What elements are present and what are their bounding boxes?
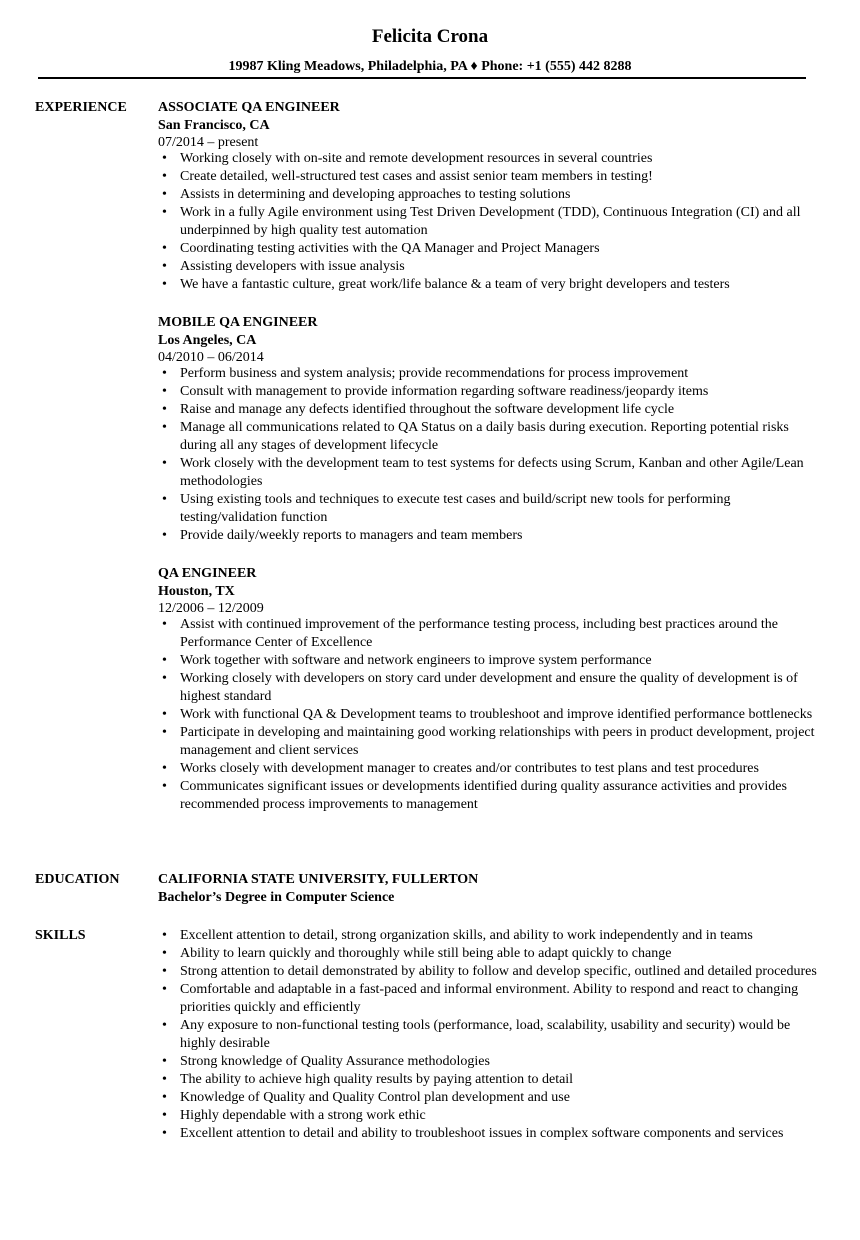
list-item: • Knowledge of Quality and Quality Control plan development and use (158, 1089, 818, 1107)
list-item: • Perform business and system analysis; provide recommendations for process improvement (158, 365, 818, 383)
job-entry (158, 99, 818, 294)
job-entry (158, 314, 818, 545)
list-item: • Works closely with development manager to creates and/or contributes to test plans and test procedures (158, 760, 818, 778)
job-location: Los Angeles, CA (158, 333, 257, 348)
list-item: • Excellent attention to detail and ability to troubleshoot issues in complex software components and services (158, 1125, 818, 1143)
list-item: • We have a fantastic culture, great work/life balance & a team of very bright developers and testers (158, 276, 818, 294)
list-item: • Consult with management to provide information regarding software readiness/jeopardy items (158, 383, 818, 401)
job-bullets (158, 616, 818, 814)
job-title: MOBILE QA ENGINEER (158, 315, 318, 330)
list-item: • Comfortable and adaptable in a fast-paced and informal environment. Ability to respond and react to changing priorities quickly and efficiently (158, 981, 818, 1017)
skills-list-wrap (158, 927, 818, 1143)
list-item: • Coordinating testing activities with the QA Manager and Project Managers (158, 240, 818, 258)
list-item: • Ability to learn quickly and thoroughly while still being able to adapt quickly to change (158, 945, 818, 963)
list-item: • Working closely with developers on story card under development and ensure the quality of development is of highest standard (158, 670, 818, 706)
list-item: • Work closely with the development team to test systems for defects using Scrum, Kanban and other Agile/Lean methodologies (158, 455, 818, 491)
list-item: • Communicates significant issues or developments identified during quality assurance activities and provides recommended process improvements to management (158, 778, 818, 814)
experience-list (158, 99, 818, 834)
degree-name: Bachelor’s Degree in Computer Science (158, 890, 395, 905)
job-location: Houston, TX (158, 584, 235, 599)
list-item: • The ability to achieve high quality results by paying attention to detail (158, 1071, 818, 1089)
job-dates: 07/2014 – present (158, 135, 259, 150)
skills-heading: SKILLS (35, 928, 86, 943)
list-item: • Any exposure to non-functional testing tools (performance, load, scalability, usability and security) would be highly desirable (158, 1017, 818, 1053)
list-item: • Work together with software and network engineers to improve system performance (158, 652, 818, 670)
job-title: QA ENGINEER (158, 566, 257, 581)
experience-heading: EXPERIENCE (35, 100, 127, 115)
job-bullets (158, 150, 818, 294)
list-item: • Participate in developing and maintaining good working relationships with peers in product development, project management and client services (158, 724, 818, 760)
candidate-name: Felicita Crona (371, 26, 489, 47)
list-item: • Using existing tools and techniques to execute test cases and build/script new tools for performing testing/validation function (158, 491, 818, 527)
list-item: • Strong attention to detail demonstrated by ability to follow and develop specific, outlined and detailed procedures (158, 963, 818, 981)
list-item: • Work in a fully Agile environment using Test Driven Development (TDD), Continuous Integration (CI) and all underpinned by high quality test automation (158, 204, 818, 240)
list-item: • Highly dependable with a strong work ethic (158, 1107, 818, 1125)
job-dates: 12/2006 – 12/2009 (158, 601, 264, 616)
list-item: • Manage all communications related to QA Status on a daily basis during execution. Reporting potential risks during all any stages of development lifecycle (158, 419, 818, 455)
education-entry (158, 871, 818, 907)
list-item: • Provide daily/weekly reports to managers and team members (158, 527, 818, 545)
list-item: • Working closely with on-site and remote development resources in several countries (158, 150, 818, 168)
list-item: • Assisting developers with issue analysis (158, 258, 818, 276)
list-item: • Create detailed, well-structured test cases and assist senior team members in testing! (158, 168, 818, 186)
list-item: • Strong knowledge of Quality Assurance methodologies (158, 1053, 818, 1071)
job-title: ASSOCIATE QA ENGINEER (158, 100, 340, 115)
list-item: • Assists in determining and developing approaches to testing solutions (158, 186, 818, 204)
contact-line: 19987 Kling Meadows, Philadelphia, PA ♦ Phone: +1 (555) 442 8288 (228, 59, 632, 74)
job-location: San Francisco, CA (158, 118, 270, 133)
list-item: • Work with functional QA & Development teams to troubleshoot and improve identified performance bottlenecks (158, 706, 818, 724)
header-divider (38, 77, 806, 79)
list-item: • Raise and manage any defects identified throughout the software development life cycle (158, 401, 818, 419)
school-name: CALIFORNIA STATE UNIVERSITY, FULLERTON (158, 872, 479, 887)
job-entry (158, 565, 818, 814)
job-bullets (158, 365, 818, 545)
list-item: • Assist with continued improvement of the performance testing process, including best practices around the Performance Center of Excellence (158, 616, 818, 652)
education-heading: EDUCATION (35, 872, 120, 887)
list-item: • Excellent attention to detail, strong organization skills, and ability to work independently and in teams (158, 927, 818, 945)
job-dates: 04/2010 – 06/2014 (158, 350, 264, 365)
skills-list (158, 927, 818, 1143)
